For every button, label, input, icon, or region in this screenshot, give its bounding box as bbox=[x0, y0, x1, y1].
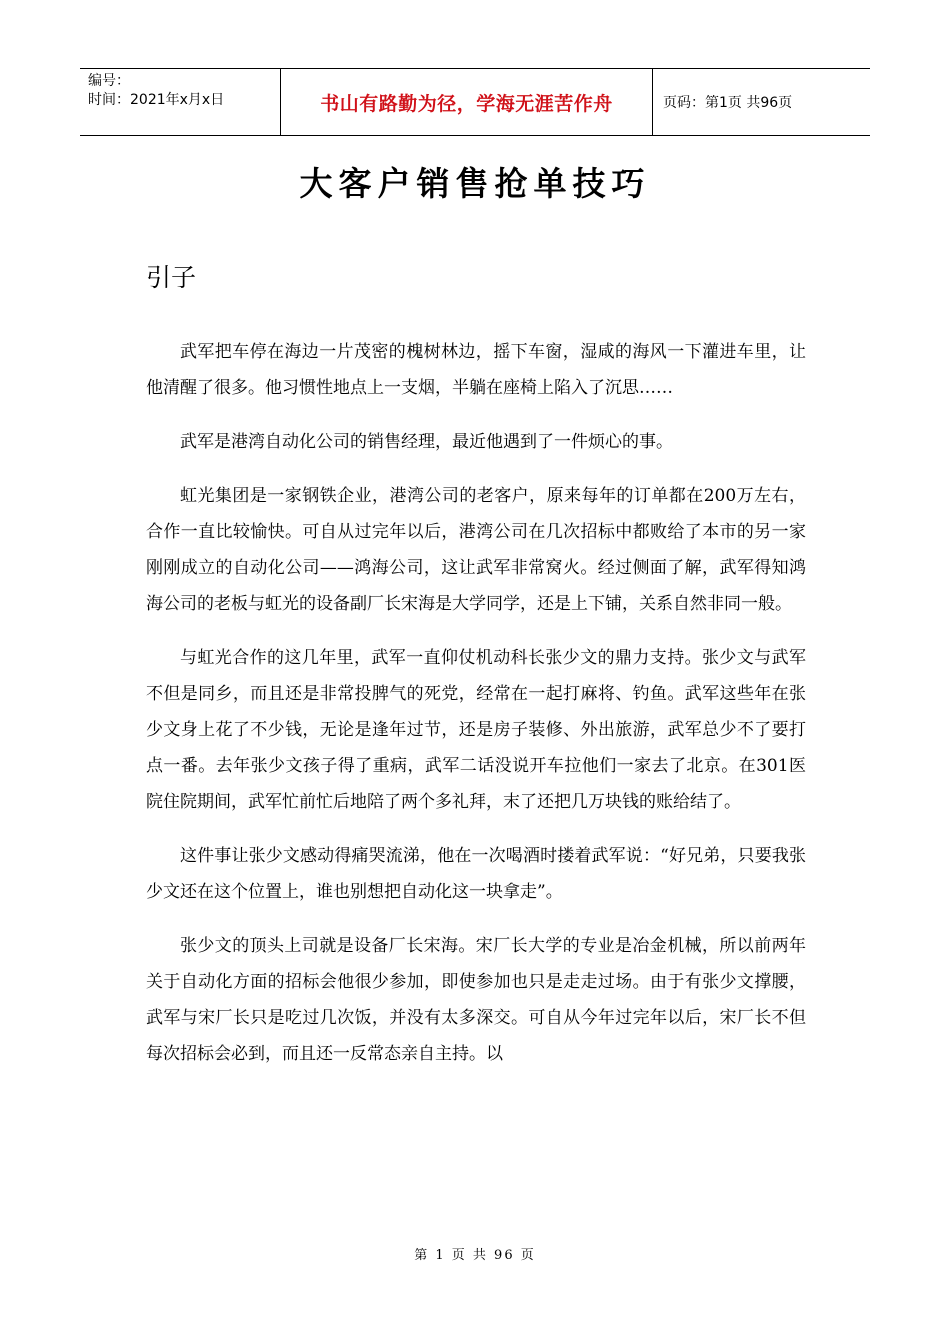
paragraph: 这件事让张少文感动得痛哭流涕，他在一次喝酒时搂着武军说：“好兄弟，只要我张少文还在这个位置上，谁也别想把自动化这一块拿走”。 bbox=[146, 846, 806, 902]
header-motto: 书山有路勤为径，学海无涯苦作舟 bbox=[281, 69, 653, 135]
paragraph: 武军是港湾自动化公司的销售经理，最近他遇到了一件烦心的事。 bbox=[180, 432, 673, 452]
number-label: 编号： bbox=[88, 73, 130, 89]
document-header bbox=[80, 68, 870, 136]
section-heading: 引子 bbox=[146, 263, 197, 292]
time-label: 时间：2021年x月x日 bbox=[88, 92, 225, 108]
header-page-info: 页码：第1页 共96页 bbox=[663, 95, 793, 111]
paragraph: 与虹光合作的这几年里，武军一直仰仗机动科长张少文的鼎力支持。张少文与武军不但是同乡，而且还是非常投脾气的死党，经常在一起打麻将、钓鱼。武军这些年在张少文身上花了不少钱，无论是逢年过节，还是房子装修、外出旅游，武军总少不了要打点一番。去年张少文孩子得了重病，武军二话没说开车拉他们一家去了北京。在301医院住院期间，武军忙前忙后地陪了两个多礼拜，末了还把几万块钱的账给结了。 bbox=[146, 648, 806, 812]
paragraph: 张少文的顶头上司就是设备厂长宋海。宋厂长大学的专业是冶金机械，所以前两年关于自动化方面的招标会他很少参加，即使参加也只是走走过场。由于有张少文撑腰，武军与宋厂长只是吃过几次饭，并没有太多深交。可自从今年过完年以后，宋厂长不但每次招标会必到，而且还一反常态亲自主持。以 bbox=[146, 936, 806, 1064]
document-body bbox=[146, 334, 806, 1090]
paragraph: 武军把车停在海边一片茂密的槐树林边，摇下车窗，湿咸的海风一下灌进车里，让他清醒了很多。他习惯性地点上一支烟，半躺在座椅上陷入了沉思…… bbox=[146, 342, 806, 398]
document-title: 大客户销售抢单技巧 bbox=[299, 164, 651, 203]
page-footer: 第 1 页 共 96 页 bbox=[414, 1248, 536, 1263]
paragraph: 虹光集团是一家钢铁企业，港湾公司的老客户，原来每年的订单都在200万左右，合作一直比较愉快。可自从过完年以后，港湾公司在几次招标中都败给了本市的另一家刚刚成立的自动化公司——鸿海公司，这让武军非常窝火。经过侧面了解，武军得知鸿海公司的老板与虹光的设备副厂长宋海是大学同学，还是上下铺，关系自然非同一般。 bbox=[146, 486, 806, 614]
header-meta-cell bbox=[80, 69, 281, 135]
